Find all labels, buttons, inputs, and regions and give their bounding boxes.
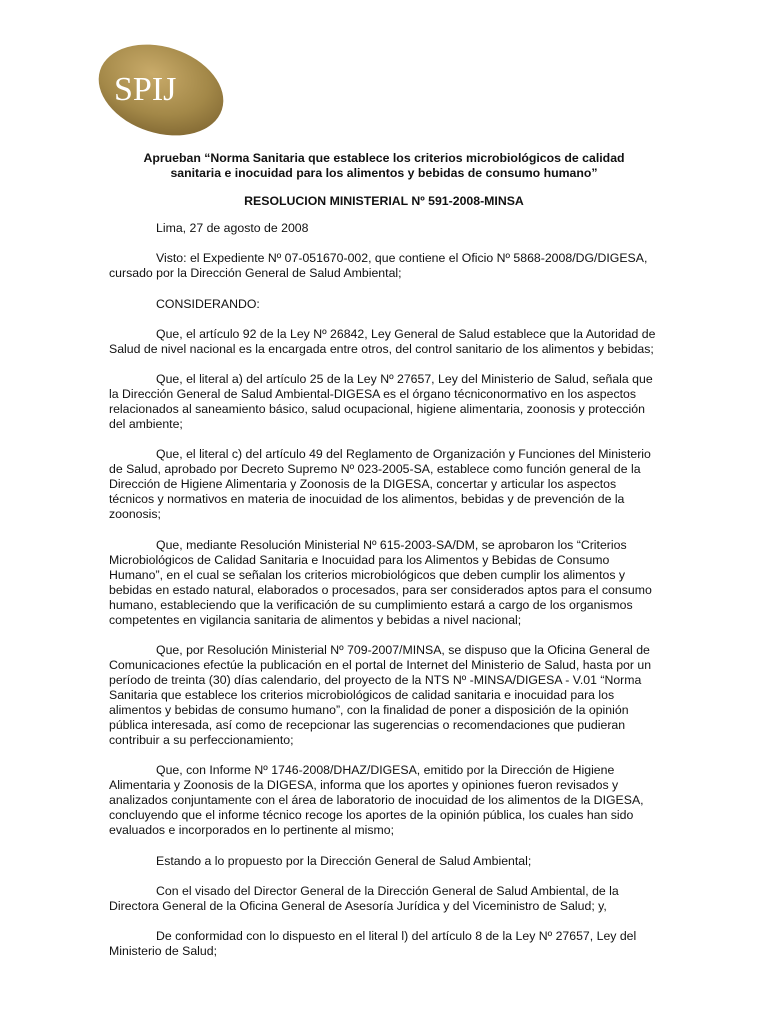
paragraph: Que, el literal a) del artículo 25 de la Ley Nº 27657, Ley del Ministerio de Salud, señala que la Dirección General de Salud Ambiental-DIGESA es el órgano técniconormativo en los aspectos relacionados al saneamiento básico, salud ocupacional, higiene alimentaria, zoonosis y protección del ambiente;	[109, 372, 653, 432]
paragraph: Que, el artículo 92 de la Ley Nº 26842, Ley General de Salud establece que la Autoridad de Salud de nivel nacional es la encargada entre otros, del control sanitario de los alimentos y bebidas;	[109, 326, 656, 356]
title-line-1: Aprueban “Norma Sanitaria que establece los criterios microbiológicos de calidad	[143, 151, 625, 165]
paragraph: Que, mediante Resolución Ministerial Nº 615-2003-SA/DM, se aprobaron los “Criterios Microbiológicos de Calidad Sanitaria e Inocuidad para los Alimentos y Bebidas de Consumo Humano”, en el cual se señalan los criterios microbiológicos que deben cumplir los alimentos y bebidas en estado natural, elaborados o procesados, para ser considerados aptos para el consumo humano, estableciendo que la verificación de su cumplimiento estará a cargo de los organismos competentes en vigilancia sanitaria de alimentos y bebidas a nivel nacional;	[109, 537, 652, 627]
paragraph: Con el visado del Director General de la Dirección General de Salud Ambiental, de la Directora General de la Oficina General de Asesoría Jurídica y del Viceministro de Salud; y,	[109, 883, 619, 913]
paragraph: Estando a lo propuesto por la Dirección General de Salud Ambiental;	[156, 853, 532, 868]
visto-paragraph: Visto: el Expediente Nº 07-051670-002, que contiene el Oficio Nº 5868-2008/DG/DIGESA, cursado por la Dirección General de Salud Ambiental;	[109, 251, 648, 281]
resolution-number: RESOLUCION MINISTERIAL Nº 591-2008-MINSA	[244, 194, 524, 208]
paragraph: Que, por Resolución Ministerial Nº 709-2007/MINSA, se dispuso que la Oficina General de Comunicaciones efectúe la publicación en el portal de Internet del Ministerio de Salud, hasta por un período de treinta (30) días calendario, del proyecto de la NTS Nº -MINSA/DIGESA - V.01 “Norma Sanitaria que establece los criterios microbiológicos de calidad sanitaria e inocuidad para los alimentos y bebidas de consumo humano”, con la finalidad de poner a disposición de la opinión pública interesada, así como de recepcionar las sugerencias o recomendaciones que pudieran contribuir a su perfeccionamiento;	[109, 643, 652, 748]
document-body	[109, 221, 661, 975]
paragraph: Que, el literal c) del artículo 49 del Reglamento de Organización y Funciones del Ministerio de Salud, aprobado por Decreto Supremo Nº 023-2005-SA, establece como función general de la Dirección de Higiene Alimentaria y Zoonosis de la DIGESA, concertar y articular los aspectos técnicos y normativos en materia de inocuidad de los alimentos, bebidas y de prevención de la zoonosis;	[109, 447, 651, 522]
date-paragraph: Lima, 27 de agosto de 2008	[156, 221, 309, 235]
spij-logo	[96, 44, 228, 138]
paragraph: De conformidad con lo dispuesto en el literal l) del artículo 8 de la Ley Nº 27657, Ley del Ministerio de Salud;	[109, 929, 637, 959]
title-line-2: sanitaria e inocuidad para los alimentos y bebidas de consumo humano”	[170, 166, 598, 180]
document-title	[108, 151, 660, 181]
paragraph: Que, con Informe Nº 1746-2008/DHAZ/DIGESA, emitido por la Dirección de Higiene Alimentaria y Zoonosis de la DIGESA, informa que los aportes y opiniones fueron revisados y analizados conjuntamente con el área de laboratorio de inocuidad de los alimentos de la DIGESA, concluyendo que el informe técnico recoge los aportes de la opinión pública, los cuales han sido evaluados e incorporados en lo pertinente al mismo;	[109, 763, 644, 838]
considerando-heading: CONSIDERANDO:	[156, 296, 260, 311]
logo-text: SPIJ	[114, 71, 177, 108]
